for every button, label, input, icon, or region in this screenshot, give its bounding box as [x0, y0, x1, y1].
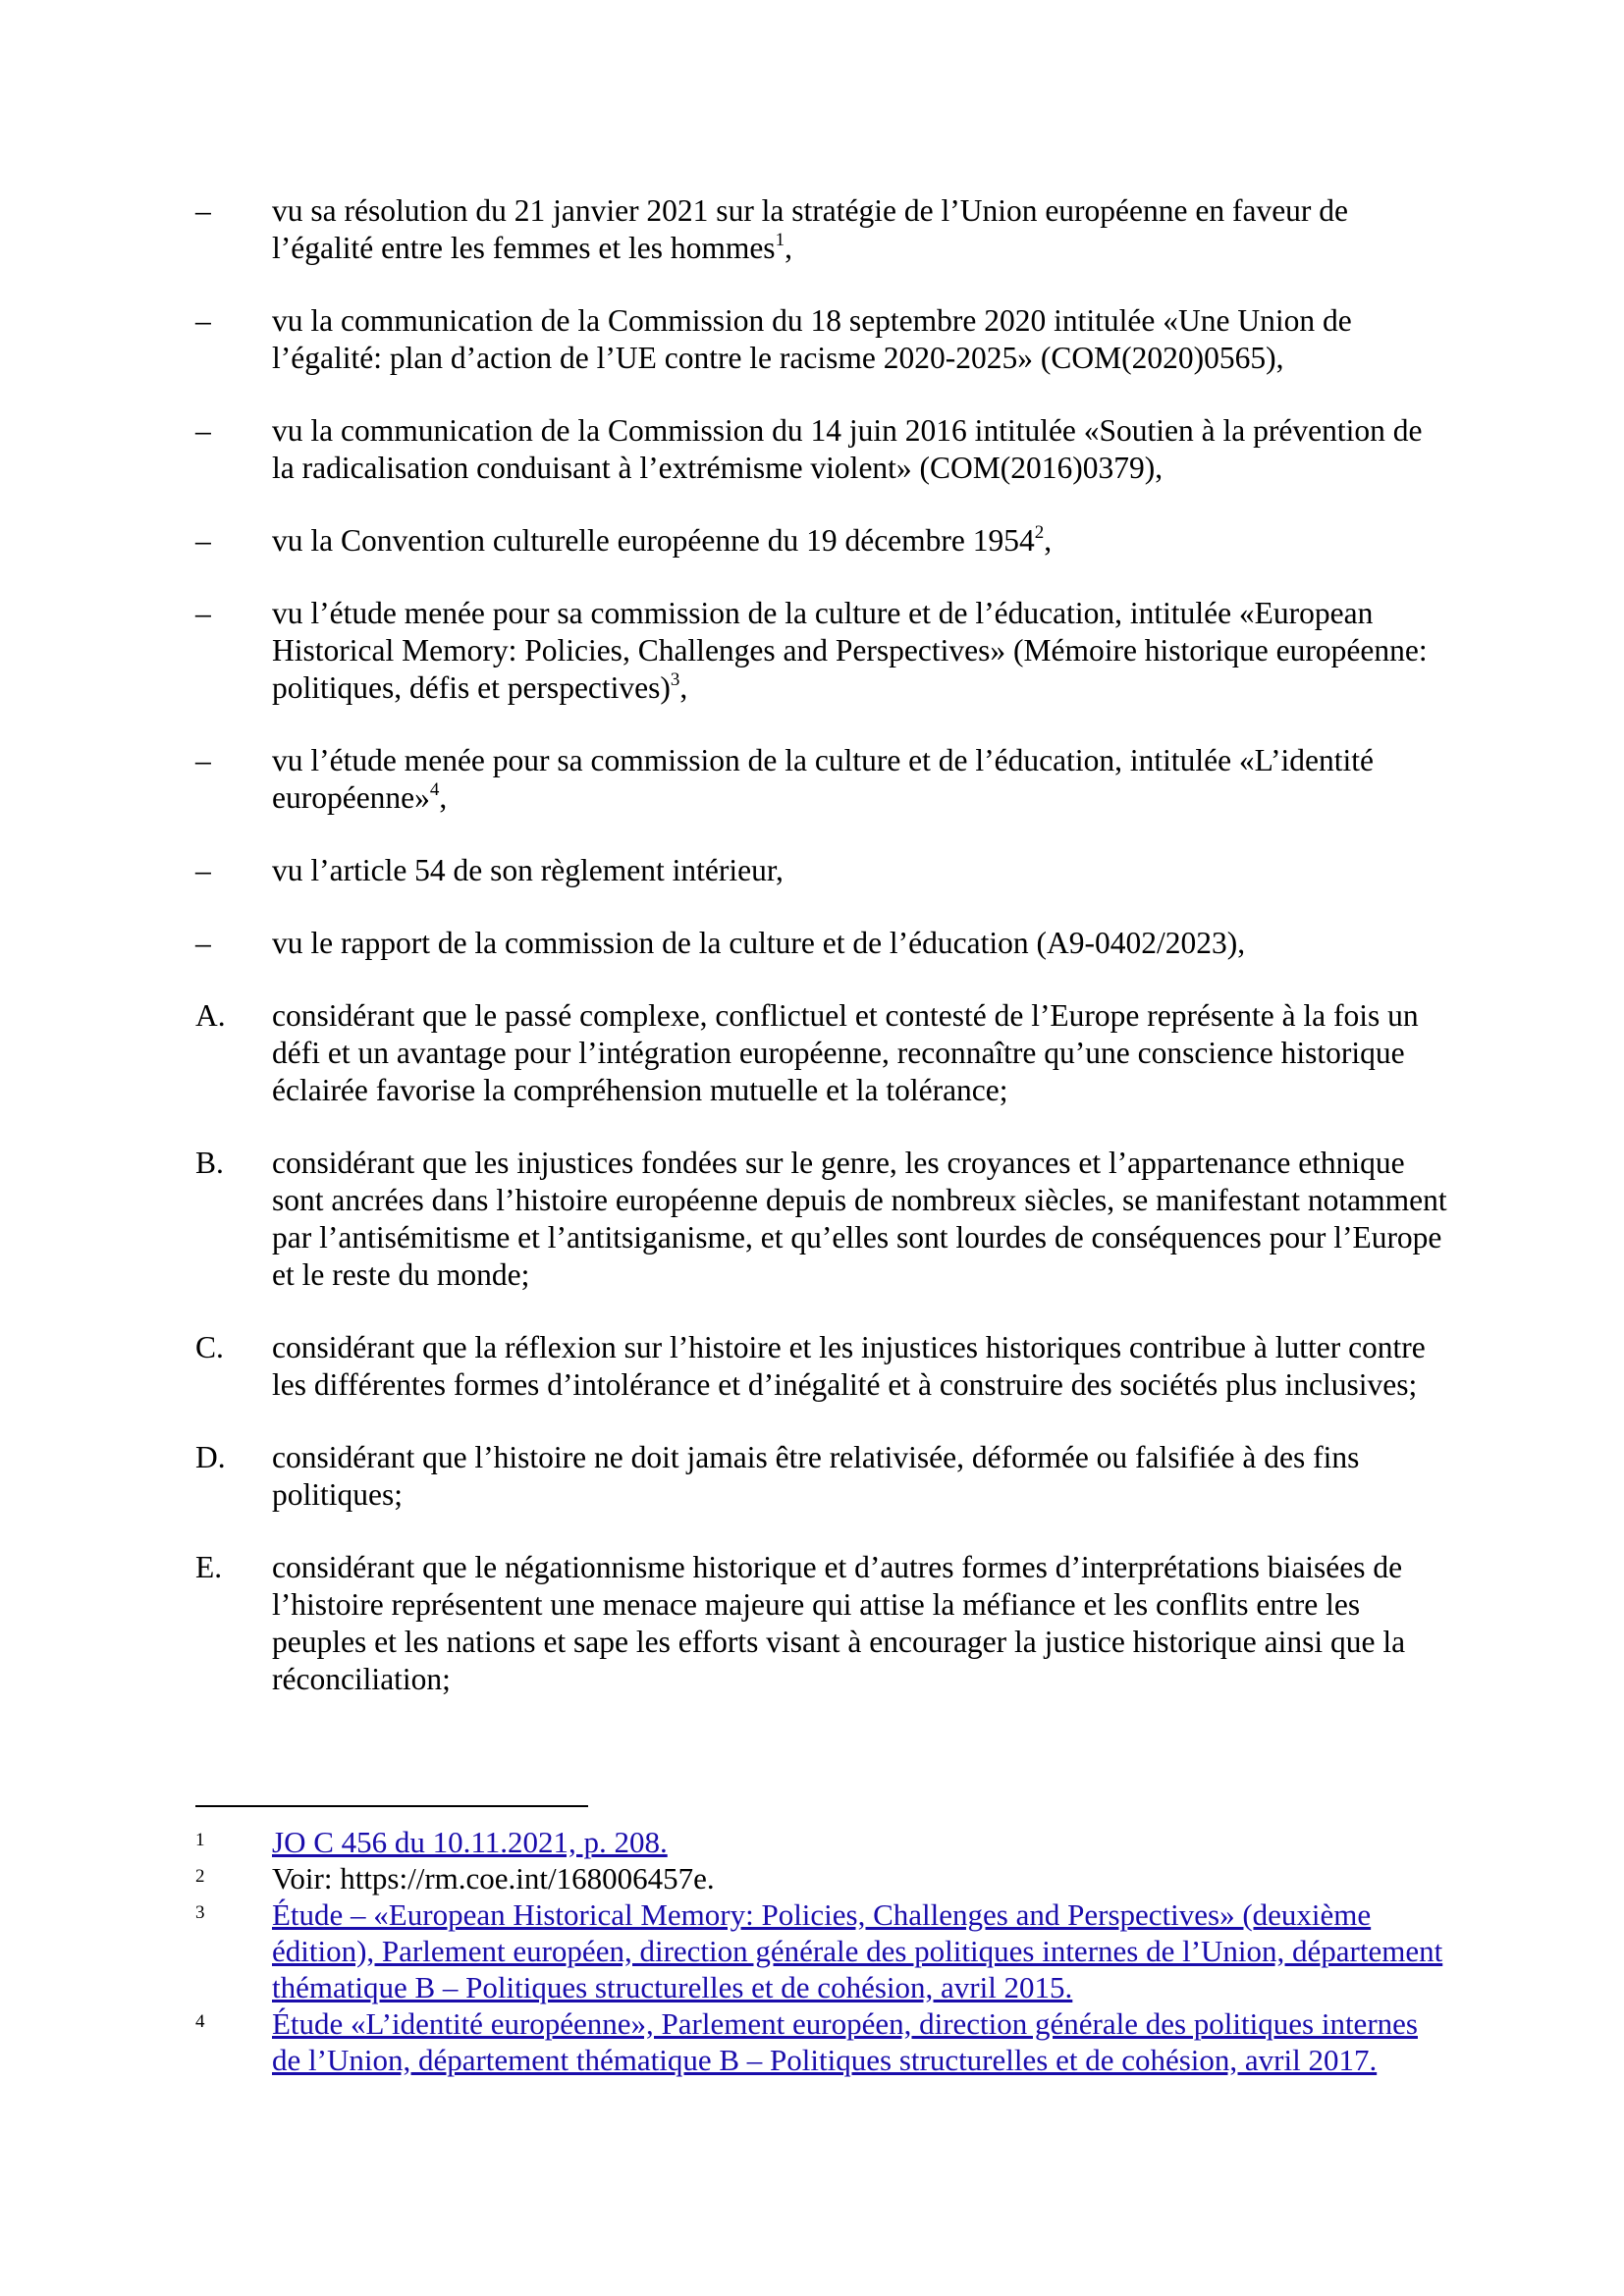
- recital-item: [0, 1145, 1624, 1294]
- item-marker: –: [195, 523, 211, 558]
- item-marker: –: [195, 193, 211, 228]
- recital-item: [0, 1439, 1624, 1514]
- recital-marker: E.: [195, 1550, 223, 1584]
- footnote-item: [0, 2005, 1624, 2078]
- item-marker: –: [195, 413, 211, 448]
- citation-item: [0, 925, 1624, 962]
- recital-marker: A.: [195, 998, 226, 1033]
- item-text: vu l’article 54 de son règlement intérieur,: [272, 853, 784, 887]
- citation-item: [0, 192, 1624, 267]
- footnotes: [0, 1824, 1624, 2078]
- item-text: vu la communication de la Commission du 18 septembre 2020 intitulée «Une Union de l’égalité: plan d’action de l’UE contre le racisme 2020‑2025» (COM(2020)0565),: [272, 303, 1352, 375]
- footnote-item: [0, 1896, 1624, 2005]
- citation-item: [0, 302, 1624, 377]
- citation-item: [0, 742, 1624, 817]
- item-text: vu l’étude menée pour sa commission de la culture et de l’éducation, intitulée «L’identité européenne»$^4$,: [272, 743, 1374, 815]
- footnote-number: 3: [195, 1902, 205, 1923]
- item-text: vu sa résolution du 21 janvier 2021 sur la stratégie de l’Union européenne en faveur de l’égalité entre les femmes et les hommes$^1$,: [272, 193, 1349, 265]
- recital-text: considérant que le passé complexe, conflictuel et contesté de l’Europe représente à la fois un défi et un avantage pour l’intégration européenne, reconnaître qu’une conscience historique éclairée favorise la compréhension mutuelle et la tolérance;: [272, 998, 1419, 1107]
- footnote-link[interactable]: Étude «L’identité européenne», Parlement européen, direction générale des politiques internes de l’Union, département thématique B – Politiques structurelles et de cohésion, avril 2017.: [272, 2006, 1418, 2077]
- footnote-number: 1: [195, 1830, 205, 1850]
- recital-text: considérant que les injustices fondées sur le genre, les croyances et l’appartenance ethnique sont ancrées dans l’histoire européenne depuis de nombreux siècles, se manifestant notamment par l’antisémitisme et l’antitsiganisme, et qu’elles sont lourdes de conséquences pour l’Europe et le reste du monde;: [272, 1146, 1447, 1292]
- recital-marker: D.: [195, 1440, 226, 1474]
- footnote-item: [0, 1860, 1624, 1896]
- item-marker: –: [195, 853, 211, 887]
- footnote-number: 4: [195, 2011, 205, 2032]
- citation-item: [0, 595, 1624, 707]
- item-marker: –: [195, 303, 211, 338]
- footnote-link[interactable]: Étude – «European Historical Memory: Policies, Challenges and Perspectives» (deuxième édition), Parlement européen, direction générale des politiques internes de l’Union, département thématique B – Politiques structurelles et de cohésion, avril 2015.: [272, 1897, 1443, 2004]
- item-text: vu l’étude menée pour sa commission de la culture et de l’éducation, intitulée «European Historical Memory: Policies, Challenges and Perspectives» (Mémoire historique européenne: politiques, défis et perspectives)$^3$,: [272, 596, 1428, 705]
- footnote-reference[interactable]: 3: [670, 668, 680, 690]
- citation-item: [0, 852, 1624, 889]
- item-marker: –: [195, 596, 211, 630]
- footnote-reference[interactable]: 4: [429, 778, 440, 800]
- footnote-reference[interactable]: 2: [1034, 521, 1045, 543]
- item-text: vu la Convention culturelle européenne du 19 décembre 1954$^2$,: [272, 521, 1053, 558]
- recital-marker: B.: [195, 1146, 224, 1180]
- footnote-reference[interactable]: 1: [775, 229, 785, 250]
- citation-item: [0, 522, 1624, 560]
- citation-item: [0, 412, 1624, 487]
- item-marker: –: [195, 926, 211, 960]
- item-text: vu le rapport de la commission de la culture et de l’éducation (A9-0402/2023),: [272, 926, 1246, 960]
- footnote-text: Voir: https://rm.coe.int/168006457e.: [272, 1861, 715, 1896]
- recital-item: [0, 1549, 1624, 1698]
- footnote-number: 2: [195, 1866, 205, 1887]
- recital-item: [0, 997, 1624, 1109]
- item-text: vu la communication de la Commission du 14 juin 2016 intitulée «Soutien à la prévention de la radicalisation conduisant à l’extrémisme violent» (COM(2016)0379),: [272, 413, 1423, 485]
- item-marker: –: [195, 743, 211, 777]
- footnote-link[interactable]: JO C 456 du 10.11.2021, p. 208.: [272, 1825, 668, 1859]
- recital-text: considérant que l’histoire ne doit jamais être relativisée, déformée ou falsifiée à des fins politiques;: [272, 1440, 1360, 1512]
- recital-text: considérant que la réflexion sur l’histoire et les injustices historiques contribue à lutter contre les différentes formes d’intolérance et d’inégalité et à construire des sociétés plus inclusives;: [272, 1330, 1426, 1402]
- recital-item: [0, 1329, 1624, 1404]
- recital-text: considérant que le négationnisme historique et d’autres formes d’interprétations biaisées de l’histoire représentent une menace majeure qui attise la méfiance et les conflits entre les peuples et les nations et sape les efforts visant à encourager la justice historique ainsi que la réconciliation;: [272, 1550, 1406, 1696]
- footnote-item: [0, 1824, 1624, 1860]
- recital-marker: C.: [195, 1330, 224, 1364]
- footnote-separator: [195, 1805, 588, 1807]
- document-body: [0, 192, 1624, 1734]
